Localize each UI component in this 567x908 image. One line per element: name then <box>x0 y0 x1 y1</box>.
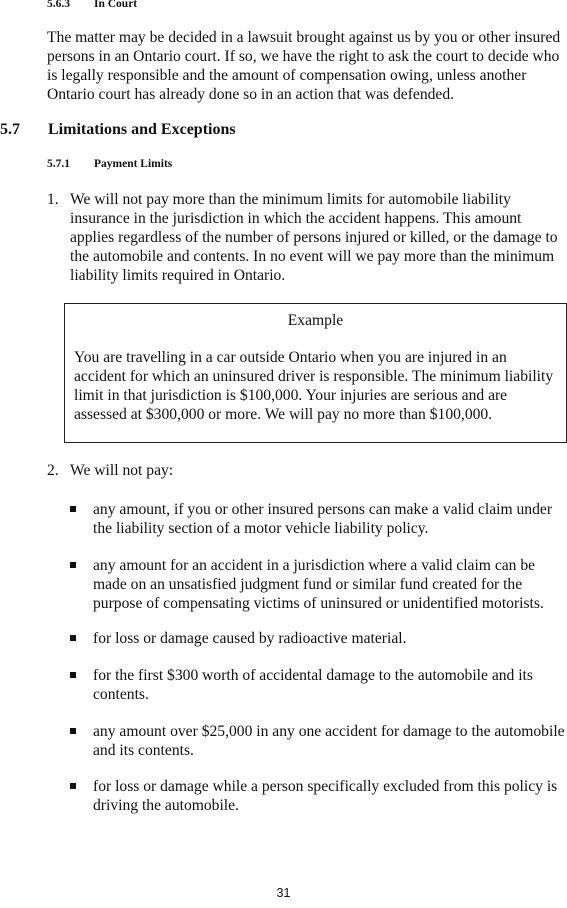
bullet-item <box>70 722 567 762</box>
list-item-text: We will not pay more than the minimum limits for automobile liability insurance in the jurisdiction in which the accident happens. This amount applies regardless of the number of persons injured or killed, or the damage to the automobile and contents. In no event will we pay more than the minimum liability limits required in Ontario. <box>70 191 558 284</box>
bullet-item <box>70 500 567 540</box>
bullet-item <box>70 666 567 706</box>
bullet-square-icon <box>70 672 76 678</box>
example-box <box>64 303 567 443</box>
list-marker: 2. <box>47 462 59 479</box>
bullet-text: any amount over $25,000 in any one accident for damage to the automobile and its contents. <box>93 723 565 759</box>
bullet-item <box>70 629 567 649</box>
section-title: Limitations and Exceptions <box>48 121 236 138</box>
bullet-square-icon <box>70 506 76 512</box>
section-heading-5-7 <box>0 121 236 139</box>
bullet-square-icon <box>70 562 76 568</box>
section-number: 5.7.1 <box>47 158 70 170</box>
list-item <box>47 190 567 285</box>
bullet-text: for loss or damage caused by radioactive material. <box>93 630 407 647</box>
section-title: Payment Limits <box>94 158 173 170</box>
in-court-paragraph: The matter may be decided in a lawsuit brought against us by you or other insured persons in an Ontario court. If so, we have the right to ask the court to decide who is legally responsible and the amount of compensation owing, unless another Ontario court has already done so in an action that was defended. <box>47 29 561 103</box>
page-number: 31 <box>276 886 291 900</box>
example-text: You are travelling in a car outside Ontario when you are injured in an accident for which an uninsured driver is responsible. The minimum liability limit in that jurisdiction is $100,000. Your injuries are serious and are assessed at $300,000 or more. We will pay no more than $100,000. <box>74 349 554 423</box>
section-number: 5.7 <box>0 121 20 138</box>
bullet-text: for the first $300 worth of accidental damage to the automobile and its contents. <box>93 667 533 703</box>
bullet-text: any amount, if you or other insured persons can make a valid claim under the liability section of a motor vehicle liability policy. <box>93 501 553 537</box>
section-title: In Court <box>94 0 138 10</box>
bullet-text: for loss or damage while a person specifically excluded from this policy is driving the automobile. <box>93 778 558 814</box>
list-item <box>47 461 567 481</box>
bullet-item <box>70 777 567 817</box>
bullet-item <box>70 556 567 616</box>
bullet-square-icon <box>70 783 76 789</box>
bullet-square-icon <box>70 728 76 734</box>
list-marker: 1. <box>47 191 59 208</box>
example-title: Example <box>287 312 344 329</box>
section-heading-5-7-1 <box>47 158 172 170</box>
list-item-text: We will not pay: <box>70 462 174 479</box>
section-number: 5.6.3 <box>47 0 70 10</box>
bullet-square-icon <box>70 635 76 641</box>
section-heading-5-6-3 <box>47 0 137 10</box>
bullet-text: any amount for an accident in a jurisdiction where a valid claim can be made on an unsatisfied judgment fund or similar fund created for the purpose of compensating victims of uninsured or unidentified motorists. <box>93 557 544 612</box>
